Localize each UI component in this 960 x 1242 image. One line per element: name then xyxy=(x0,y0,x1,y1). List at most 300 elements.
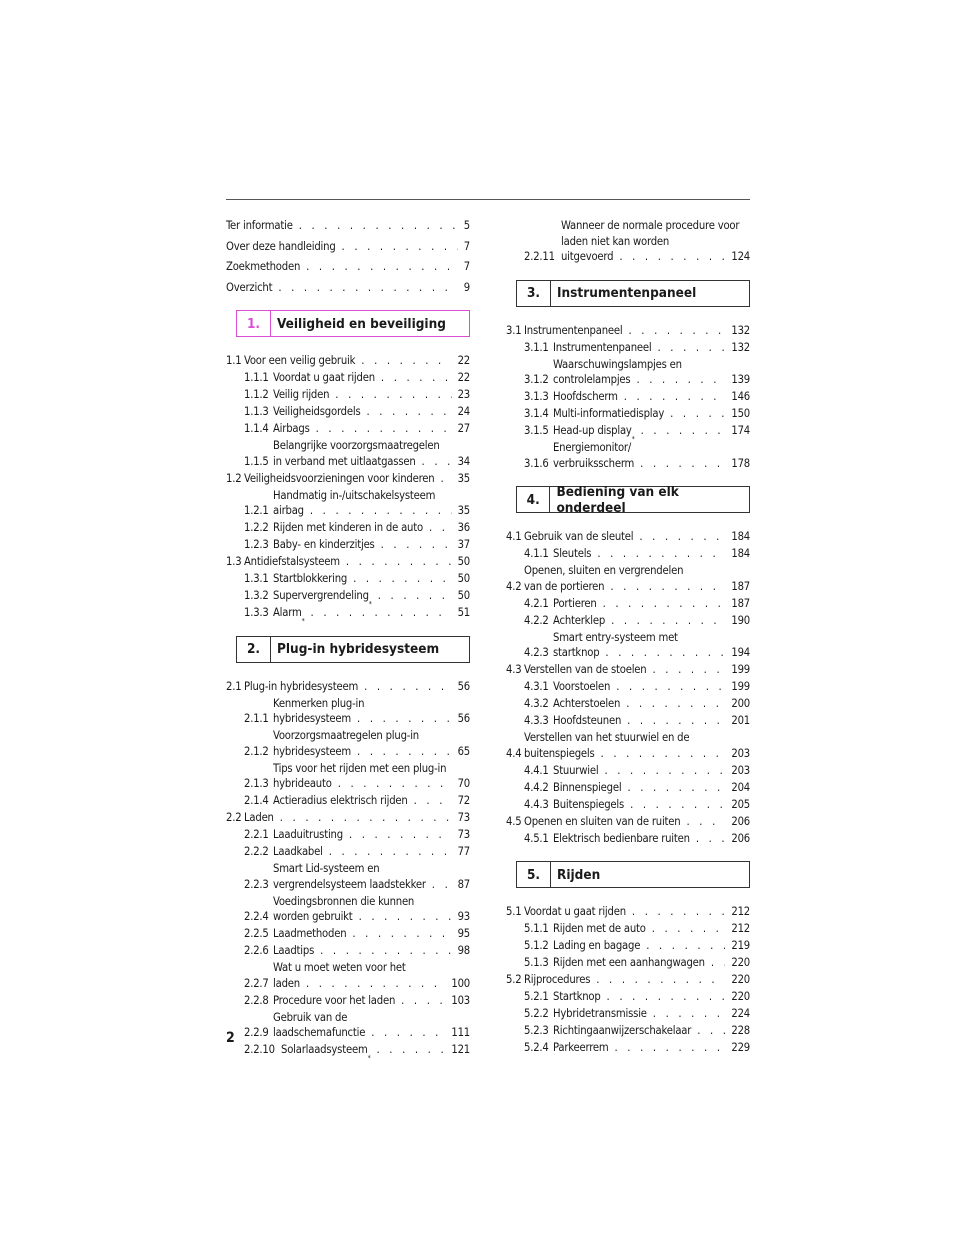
toc-entry-body xyxy=(226,218,470,234)
toc-page-number: 100 xyxy=(451,976,470,990)
toc-entry-title: Gebruik van de xyxy=(273,1010,348,1024)
dot-leader xyxy=(300,259,458,275)
dot-leader xyxy=(609,1040,726,1056)
toc-entry[interactable] xyxy=(506,613,750,629)
toc-entry-title: Openen en sluiten van de ruiten xyxy=(524,814,681,828)
dot-leader xyxy=(371,1042,446,1058)
dot-leader xyxy=(630,372,725,388)
toc-entry-body xyxy=(524,529,750,545)
toc-entry-line xyxy=(524,579,750,595)
toc-entry-title: Instrumentenpaneel xyxy=(524,323,623,337)
toc-entry-title: Waarschuwingslampjes en xyxy=(553,357,682,371)
toc-entry-title: startknop xyxy=(553,646,600,659)
toc-entry-line xyxy=(553,372,750,388)
toc-page-number: 184 xyxy=(731,530,750,543)
toc-entry[interactable] xyxy=(506,406,750,422)
toc-entry[interactable] xyxy=(226,1042,470,1062)
toc-entry-line: Solarlaadsysteem * . . . 121 xyxy=(281,1042,470,1058)
toc-entry-title: hybridesysteem xyxy=(273,712,352,725)
toc-entry[interactable] xyxy=(506,323,750,339)
chapter-title: Plug-in hybridesysteem xyxy=(277,641,440,657)
toc-entry-number: 2.1.3 xyxy=(244,777,269,790)
toc-entry-title: verbruiksscherm xyxy=(553,456,635,470)
toc-entry-title: Supervergrendeling xyxy=(273,589,369,602)
toc-entry[interactable] xyxy=(506,679,750,695)
toc-entry-number: 4.4.1 xyxy=(524,763,549,777)
toc-entry-body xyxy=(273,537,470,553)
toc-entry[interactable] xyxy=(226,696,470,727)
dot-leader xyxy=(604,579,725,595)
toc-entry-number: 4.5.1 xyxy=(524,831,549,845)
toc-entry-title: Hoofdsteunen xyxy=(553,714,622,727)
toc-entry-number: 4.3.1 xyxy=(524,680,549,693)
dot-leader xyxy=(620,696,725,712)
dot-leader xyxy=(605,613,725,629)
toc-entry[interactable] xyxy=(226,218,470,234)
toc-entry-line xyxy=(553,340,750,356)
toc-entry-line xyxy=(553,696,750,712)
toc-entry[interactable] xyxy=(226,993,470,1009)
toc-entry[interactable] xyxy=(506,389,750,405)
toc-page-number: 206 xyxy=(731,814,750,828)
toc-entry-line xyxy=(273,943,470,959)
toc-entry-line xyxy=(273,520,470,536)
toc-entry-title: Laadkabel xyxy=(273,845,323,858)
toc-page-number: 124 xyxy=(731,250,750,263)
toc-entry-title: Binnenspiegel xyxy=(553,780,622,794)
toc-entry-title: Rijden met de auto xyxy=(553,922,646,935)
toc-entry[interactable] xyxy=(226,488,470,519)
toc-entry[interactable] xyxy=(226,404,470,420)
toc-page-number: 95 xyxy=(457,927,470,940)
dot-leader xyxy=(329,387,451,403)
toc-page-number: 220 xyxy=(731,973,750,986)
dot-leader xyxy=(651,340,725,356)
toc-entry-body xyxy=(244,353,470,369)
toc-entry-number: 3.1.3 xyxy=(524,390,549,403)
toc-entry[interactable] xyxy=(506,780,750,796)
toc-entry[interactable] xyxy=(506,630,750,661)
dot-leader xyxy=(358,679,452,695)
toc-entry-body xyxy=(524,563,750,594)
toc-entry-title: Voor een veilig gebruik xyxy=(244,354,356,367)
dot-leader xyxy=(375,370,452,386)
toc-entry-body xyxy=(553,955,750,971)
dot-leader xyxy=(634,456,725,472)
toc-entry[interactable] xyxy=(506,529,750,545)
toc-entry[interactable] xyxy=(506,546,750,562)
toc-entry-title: laden niet kan worden xyxy=(561,234,670,248)
toc-entry-number: 4.2.2 xyxy=(524,613,549,627)
toc-entry-number: 5.1.2 xyxy=(524,939,549,952)
toc-entry[interactable] xyxy=(226,280,470,296)
toc-entry-line xyxy=(553,797,750,813)
toc-entry[interactable] xyxy=(506,1040,750,1056)
toc-page-number: 204 xyxy=(731,780,750,794)
toc-entry[interactable] xyxy=(226,810,470,826)
toc-entry-title: Multi-informatiedisplay xyxy=(553,407,665,420)
toc-entry[interactable] xyxy=(226,353,470,369)
toc-page-number: 203 xyxy=(731,763,750,777)
toc-entry[interactable] xyxy=(506,921,750,937)
toc-entry-title: Startknop xyxy=(553,990,601,1003)
toc-entry-line xyxy=(273,404,470,420)
toc-entry[interactable] xyxy=(226,239,470,255)
toc-entry-line xyxy=(273,926,470,942)
toc-entry-line xyxy=(226,239,470,255)
chapter-heading[interactable] xyxy=(516,280,750,307)
toc-entry-title: Verstellen van de stoelen xyxy=(524,663,647,676)
toc-entry[interactable] xyxy=(226,387,470,403)
toc-entry[interactable] xyxy=(506,814,750,830)
toc-entry[interactable] xyxy=(226,793,470,809)
toc-page-number: 187 xyxy=(731,579,750,593)
toc-entry-line xyxy=(553,921,750,937)
toc-entry-body xyxy=(524,814,750,830)
toc-entry-title: Hoofdscherm xyxy=(553,390,618,403)
toc-entry[interactable] xyxy=(226,588,470,608)
toc-entry-line xyxy=(244,810,470,826)
toc-entry[interactable] xyxy=(506,797,750,813)
toc-entry-title: Laadmethoden xyxy=(273,927,347,940)
toc-page-number: 228 xyxy=(731,1024,750,1037)
toc-page-number: 132 xyxy=(731,323,750,337)
toc-entry-line xyxy=(524,814,750,830)
toc-entry-title: Elektrisch bedienbare ruiten xyxy=(553,831,690,845)
toc-entry-line xyxy=(553,456,750,472)
toc-entry-line xyxy=(553,955,750,971)
toc-entry-body xyxy=(273,696,470,727)
toc-entry-title: Procedure voor het laden xyxy=(273,993,396,1007)
toc-entry-line xyxy=(553,1040,750,1056)
toc-entry[interactable] xyxy=(226,571,470,587)
toc-entry[interactable] xyxy=(506,831,750,847)
toc-entry[interactable] xyxy=(506,972,750,988)
toc-entry[interactable] xyxy=(226,679,470,695)
header-rule xyxy=(226,199,750,200)
dot-leader xyxy=(664,406,725,422)
toc-entry-number: 2.1.1 xyxy=(244,712,269,725)
toc-entry[interactable] xyxy=(506,218,750,265)
toc-entry-title: Instrumentenpaneel xyxy=(553,340,652,354)
toc-entry-line xyxy=(273,537,470,553)
toc-entry-title: laadschemafunctie xyxy=(273,1026,366,1039)
toc-entry-title: Stuurwiel xyxy=(553,763,599,777)
toc-entry[interactable] xyxy=(506,357,750,388)
toc-entry-body xyxy=(226,259,470,275)
toc-entry-title: Airbags xyxy=(273,422,310,435)
toc-entry-title: Parkeerrem xyxy=(553,1041,609,1054)
toc-entry-body xyxy=(273,370,470,386)
toc-entry[interactable] xyxy=(506,1023,750,1039)
toc-entry-line xyxy=(244,679,470,695)
toc-entry[interactable] xyxy=(226,761,470,792)
toc-entry-title: Hybridetransmissie xyxy=(553,1007,647,1020)
toc-entry[interactable] xyxy=(226,894,470,925)
toc-entry-number: 1.1.5 xyxy=(244,454,269,468)
toc-page-number: 51 xyxy=(457,606,470,619)
toc-page-number: 200 xyxy=(731,697,750,710)
toc-entry-number: 1.3.2 xyxy=(244,589,269,602)
toc-entry-title: Solarlaadsysteem xyxy=(281,1043,368,1056)
chapter-title: Bediening van elk onderdeel xyxy=(556,483,679,516)
toc-entry-body xyxy=(273,1010,470,1041)
toc-entry-title: Voordat u gaat rijden xyxy=(524,905,626,918)
toc-page-number: 174 xyxy=(731,424,750,437)
toc-page-number: 72 xyxy=(457,794,470,807)
toc-entry-line xyxy=(273,793,470,809)
toc-entry-number: 4.5 xyxy=(506,814,522,828)
toc-entry[interactable] xyxy=(226,537,470,553)
toc-entry[interactable] xyxy=(226,554,470,570)
toc-page-number: 56 xyxy=(457,679,470,693)
toc-entry[interactable] xyxy=(506,989,750,1005)
toc-entry-title: Lading en bagage xyxy=(553,939,641,952)
toc-entry[interactable] xyxy=(506,938,750,954)
toc-entry-line xyxy=(553,763,750,779)
toc-entry-number: 5.2.2 xyxy=(524,1007,549,1020)
toc-entry[interactable] xyxy=(506,955,750,971)
chapter-heading[interactable] xyxy=(236,636,470,663)
toc-page-number: 203 xyxy=(731,746,750,760)
toc-entry[interactable] xyxy=(226,421,470,437)
toc-entry-title: Laaduitrusting xyxy=(273,828,343,841)
toc-entry[interactable] xyxy=(506,730,750,761)
toc-entry-body xyxy=(273,844,470,860)
toc-entry-title: Laadtips xyxy=(273,944,315,957)
toc-entry-title: controlelampjes xyxy=(553,373,631,386)
toc-entry-line: Alarm * . . . 51 xyxy=(273,605,470,621)
toc-entry-number: 2.1.4 xyxy=(244,794,269,807)
toc-page-number: 229 xyxy=(731,1041,750,1054)
toc-page-number: 132 xyxy=(731,340,750,354)
toc-entry-number: 4.4.2 xyxy=(524,780,549,794)
toc-entry-line xyxy=(524,529,750,545)
toc-entry-body xyxy=(273,588,470,608)
dot-leader xyxy=(416,454,452,470)
dot-leader xyxy=(690,831,726,847)
chapter-heading[interactable] xyxy=(516,483,750,516)
toc-entry[interactable] xyxy=(226,728,470,759)
toc-entry-title: Veiligheidsgordels xyxy=(273,405,361,418)
toc-entry-title: Voorstoelen xyxy=(553,680,611,693)
toc-entry[interactable] xyxy=(226,520,470,536)
toc-entry[interactable] xyxy=(226,605,470,625)
toc-entry[interactable] xyxy=(226,827,470,843)
toc-entry-number: 2.2.2 xyxy=(244,845,269,858)
toc-entry-line xyxy=(273,503,470,519)
toc-entry-number: 3.1.6 xyxy=(524,456,549,470)
toc-entry[interactable] xyxy=(226,844,470,860)
toc-entry[interactable] xyxy=(226,438,470,469)
toc-entry-line xyxy=(273,909,470,925)
toc-page-number: 103 xyxy=(451,993,470,1007)
toc-entry-body xyxy=(273,488,470,519)
toc-entry-line xyxy=(226,259,470,275)
toc-entry[interactable] xyxy=(226,861,470,892)
toc-page-number: 121 xyxy=(451,1043,470,1056)
toc-entry-number: 1.3 xyxy=(226,555,242,568)
toc-entry-number: 1.2.3 xyxy=(244,538,269,551)
dot-leader xyxy=(361,404,452,420)
chapter-number: 5. xyxy=(517,862,551,887)
toc-page-number: 65 xyxy=(457,744,470,758)
dot-leader xyxy=(375,537,452,553)
dot-leader xyxy=(340,554,452,570)
toc-entry-body xyxy=(273,605,470,625)
dot-leader xyxy=(347,571,452,587)
dot-leader xyxy=(680,814,725,830)
toc-entry-title: Baby- en kinderzitjes xyxy=(273,538,375,551)
toc-entry-title: Achterstoelen xyxy=(553,697,621,710)
toc-entry-line xyxy=(273,776,470,792)
toc-entry[interactable] xyxy=(506,763,750,779)
toc-entry-number: 2.2.8 xyxy=(244,993,269,1007)
toc-entry-title: Gebruik van de sleutel xyxy=(524,530,634,543)
dot-leader xyxy=(408,793,452,809)
dot-leader xyxy=(353,909,452,925)
dot-leader xyxy=(633,529,725,545)
toc-entry-line xyxy=(244,554,470,570)
toc-entry[interactable] xyxy=(506,340,750,356)
toc-entry-number: 3.1.4 xyxy=(524,407,549,420)
dot-leader xyxy=(355,353,451,369)
toc-page-number: 77 xyxy=(457,845,470,858)
toc-entry-body xyxy=(244,554,470,570)
toc-entry-line xyxy=(561,249,750,265)
toc-entry-body xyxy=(553,713,750,729)
toc-entry[interactable] xyxy=(226,1010,470,1041)
toc-entry[interactable] xyxy=(226,259,470,275)
toc-entry-number: 2.2.5 xyxy=(244,927,269,940)
dot-leader xyxy=(272,280,457,296)
dot-leader xyxy=(314,943,451,959)
toc-entry-body xyxy=(553,423,750,443)
toc-entry-body xyxy=(273,943,470,959)
dot-leader xyxy=(274,810,452,826)
dot-leader xyxy=(304,503,452,519)
toc-entry-body xyxy=(273,438,470,469)
toc-entry[interactable] xyxy=(506,423,750,443)
toc-entry-line xyxy=(524,323,750,339)
toc-page-number: 34 xyxy=(457,454,470,468)
toc-page-number: 50 xyxy=(457,555,470,568)
toc-entry-body xyxy=(524,662,750,678)
toc-entry[interactable] xyxy=(226,960,470,991)
toc-entry[interactable] xyxy=(506,662,750,678)
toc-page-number: 199 xyxy=(731,663,750,676)
toc-entry[interactable] xyxy=(226,471,470,487)
chapter-heading[interactable] xyxy=(516,861,750,888)
toc-entry-line xyxy=(273,976,470,992)
dot-leader xyxy=(597,596,726,612)
toc-entry-body xyxy=(524,904,750,920)
toc-entry-body xyxy=(226,239,470,255)
toc-entry[interactable] xyxy=(226,926,470,942)
toc-entry[interactable] xyxy=(506,1006,750,1022)
dot-leader xyxy=(346,926,451,942)
toc-entry-line: Head-up display * . . . 174 xyxy=(553,423,750,439)
toc-entry-body xyxy=(553,630,750,661)
toc-entry-title: Head-up display xyxy=(553,424,632,437)
toc-entry[interactable] xyxy=(506,904,750,920)
toc-entry-body xyxy=(273,421,470,437)
toc-entry-body xyxy=(561,218,750,265)
toc-entry-line xyxy=(553,1023,750,1039)
dot-leader xyxy=(705,955,726,971)
toc-page-number: 224 xyxy=(731,1007,750,1020)
toc-entry-line xyxy=(553,596,750,612)
toc-entry-number: 2.2 xyxy=(226,811,242,824)
toc-entry[interactable] xyxy=(506,596,750,612)
toc-entry-number: 1.1.4 xyxy=(244,422,269,435)
toc-entry-title: Kenmerken plug-in xyxy=(273,696,365,710)
toc-entry[interactable] xyxy=(506,563,750,594)
toc-entry-line xyxy=(273,711,470,727)
toc-entry[interactable] xyxy=(506,440,750,471)
toc-entry-line xyxy=(553,989,750,1005)
toc-entry-line xyxy=(273,744,470,760)
toc-entry-title: Alarm xyxy=(273,606,302,619)
toc-left-column xyxy=(226,218,470,1062)
dot-leader xyxy=(343,827,452,843)
chapter-number: 1. xyxy=(237,311,271,336)
toc-entry-number: 2.2.9 xyxy=(244,1026,269,1039)
toc-entry-line xyxy=(524,904,750,920)
toc-entry[interactable] xyxy=(506,713,750,729)
toc-entry-body xyxy=(273,761,470,792)
toc-entry-body xyxy=(553,1040,750,1056)
toc-entry-body xyxy=(524,972,750,988)
toc-entry-title: laden xyxy=(273,976,300,990)
toc-entry-title: Startblokkering xyxy=(273,572,348,585)
toc-entry-title: Voorzorgsmaatregelen plug-in xyxy=(273,729,419,742)
toc-page-number: 23 xyxy=(457,388,470,401)
toc-entry-number: 2.2.11 xyxy=(524,250,555,263)
toc-entry-body xyxy=(553,546,750,562)
toc-entry[interactable] xyxy=(226,370,470,386)
dot-leader xyxy=(610,679,725,695)
dot-leader xyxy=(591,546,725,562)
dot-leader xyxy=(426,877,452,893)
chapter-heading[interactable] xyxy=(236,310,470,337)
toc-page-number: 50 xyxy=(457,589,470,602)
toc-entry-number: 2.2.7 xyxy=(244,976,269,990)
toc-entry-body xyxy=(553,797,750,813)
toc-entry-body xyxy=(524,323,750,339)
toc-entry[interactable] xyxy=(226,943,470,959)
toc-entry-title: Rijprocedures xyxy=(524,973,591,986)
toc-entry-title: worden gebruikt xyxy=(273,910,353,923)
toc-entry-title: buitenspiegels xyxy=(524,746,595,760)
toc-entry-body xyxy=(553,679,750,695)
toc-entry-line xyxy=(273,370,470,386)
toc-entry-body xyxy=(553,357,750,388)
toc-entry[interactable] xyxy=(506,696,750,712)
chapter-number: 3. xyxy=(517,281,551,306)
toc-page-number: 199 xyxy=(731,680,750,693)
toc-entry-line xyxy=(273,454,470,470)
dot-leader xyxy=(618,389,726,405)
dot-leader xyxy=(640,938,725,954)
toc-entry-title: hybrideauto xyxy=(273,777,332,790)
toc-entry-title: Laden xyxy=(244,811,274,824)
toc-entry-line xyxy=(273,827,470,843)
toc-entry-number: 5.2.1 xyxy=(524,990,549,1003)
toc-entry-body xyxy=(273,728,470,759)
toc-entry-number: 4.1 xyxy=(506,530,522,543)
toc-entry-title: Handmatig in-/uitschakelsysteem xyxy=(273,488,436,502)
